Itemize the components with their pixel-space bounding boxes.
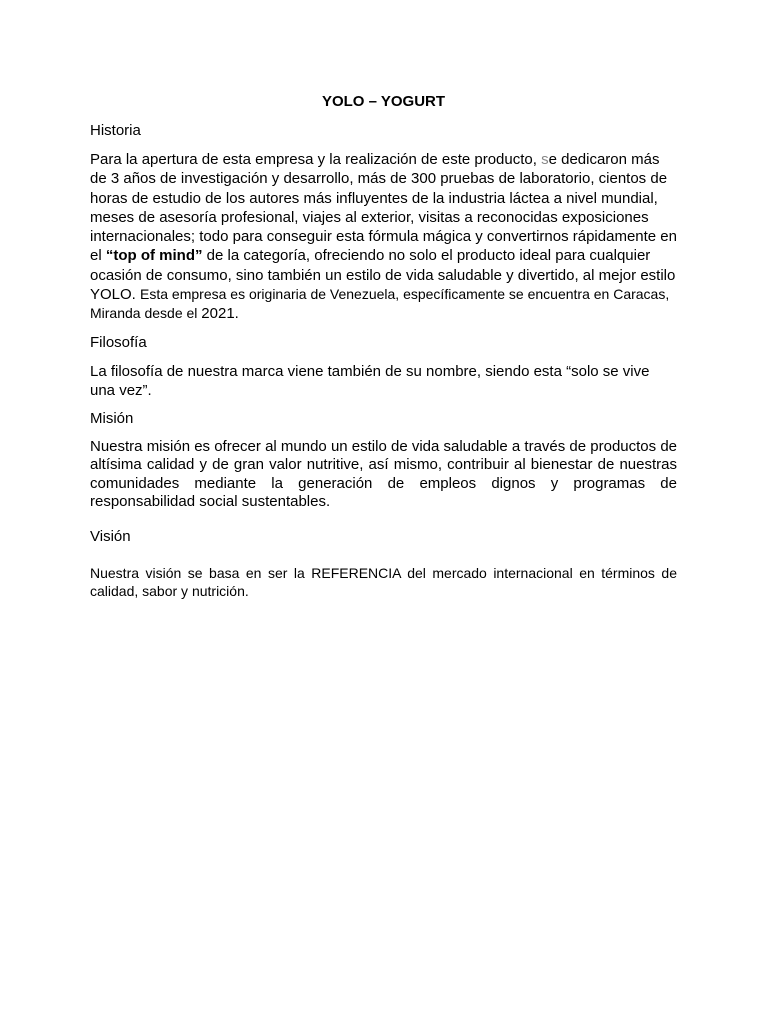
document-title: YOLO – YOGURT [321, 93, 446, 110]
historia-text-part1: Para la apertura de esta empresa y la realización de este producto, [90, 151, 542, 168]
historia-bold-phrase: “top of mind” [105, 247, 203, 265]
paragraph-filosofia: La filosofía de nuestra marca viene también de su nombre, siendo esta “solo se vive una vez”. [90, 362, 650, 399]
paragraph-mision: Nuestra misión es ofrecer al mundo un estilo de vida saludable a través de productos de altísima calidad y de gran valor nutritive, así mismo, contribuir al bienestar de nuestras comunidades mediante la generación de empleos dignos y programas de responsabilidad social sustentables. [90, 438, 677, 510]
historia-gray-letter: s [541, 151, 549, 168]
historia-origin-text: Esta empresa es originaria de Venezuela, específicamente se encuentra en Caracas, Miranda desde el [90, 286, 670, 322]
historia-text-part3: de la categoría, ofreciendo no solo el producto ideal para cualquier ocasión de consumo, sino también un estilo de vida saludable y divertido, al mejor estilo YOLO. [90, 247, 676, 304]
historia-text-part2: e dedicaron más de 3 años de investigación y desarrollo, más de 300 pruebas de laboratorio, cientos de horas de estudio de los autores más influyentes de la industria láctea a nivel mundial, meses de asesoría profesional, viajes al exterior, visitas a reconocidas exposiciones internacionales; todo para conseguir esta fórmula mágica y convertirnos rápidamente en el [90, 151, 677, 265]
heading-historia: Historia [90, 122, 141, 139]
heading-filosofia: Filosofía [90, 333, 147, 351]
paragraph-historia [90, 150, 677, 324]
heading-mision: Misión [90, 410, 134, 428]
heading-vision: Visión [90, 528, 131, 546]
document-body [90, 92, 677, 609]
paragraph-vision: Nuestra visión se basa en ser la REFERENCIA del mercado internacional en términos de calidad, sabor y nutrición. [90, 565, 677, 600]
historia-year: 2021. [201, 305, 239, 323]
